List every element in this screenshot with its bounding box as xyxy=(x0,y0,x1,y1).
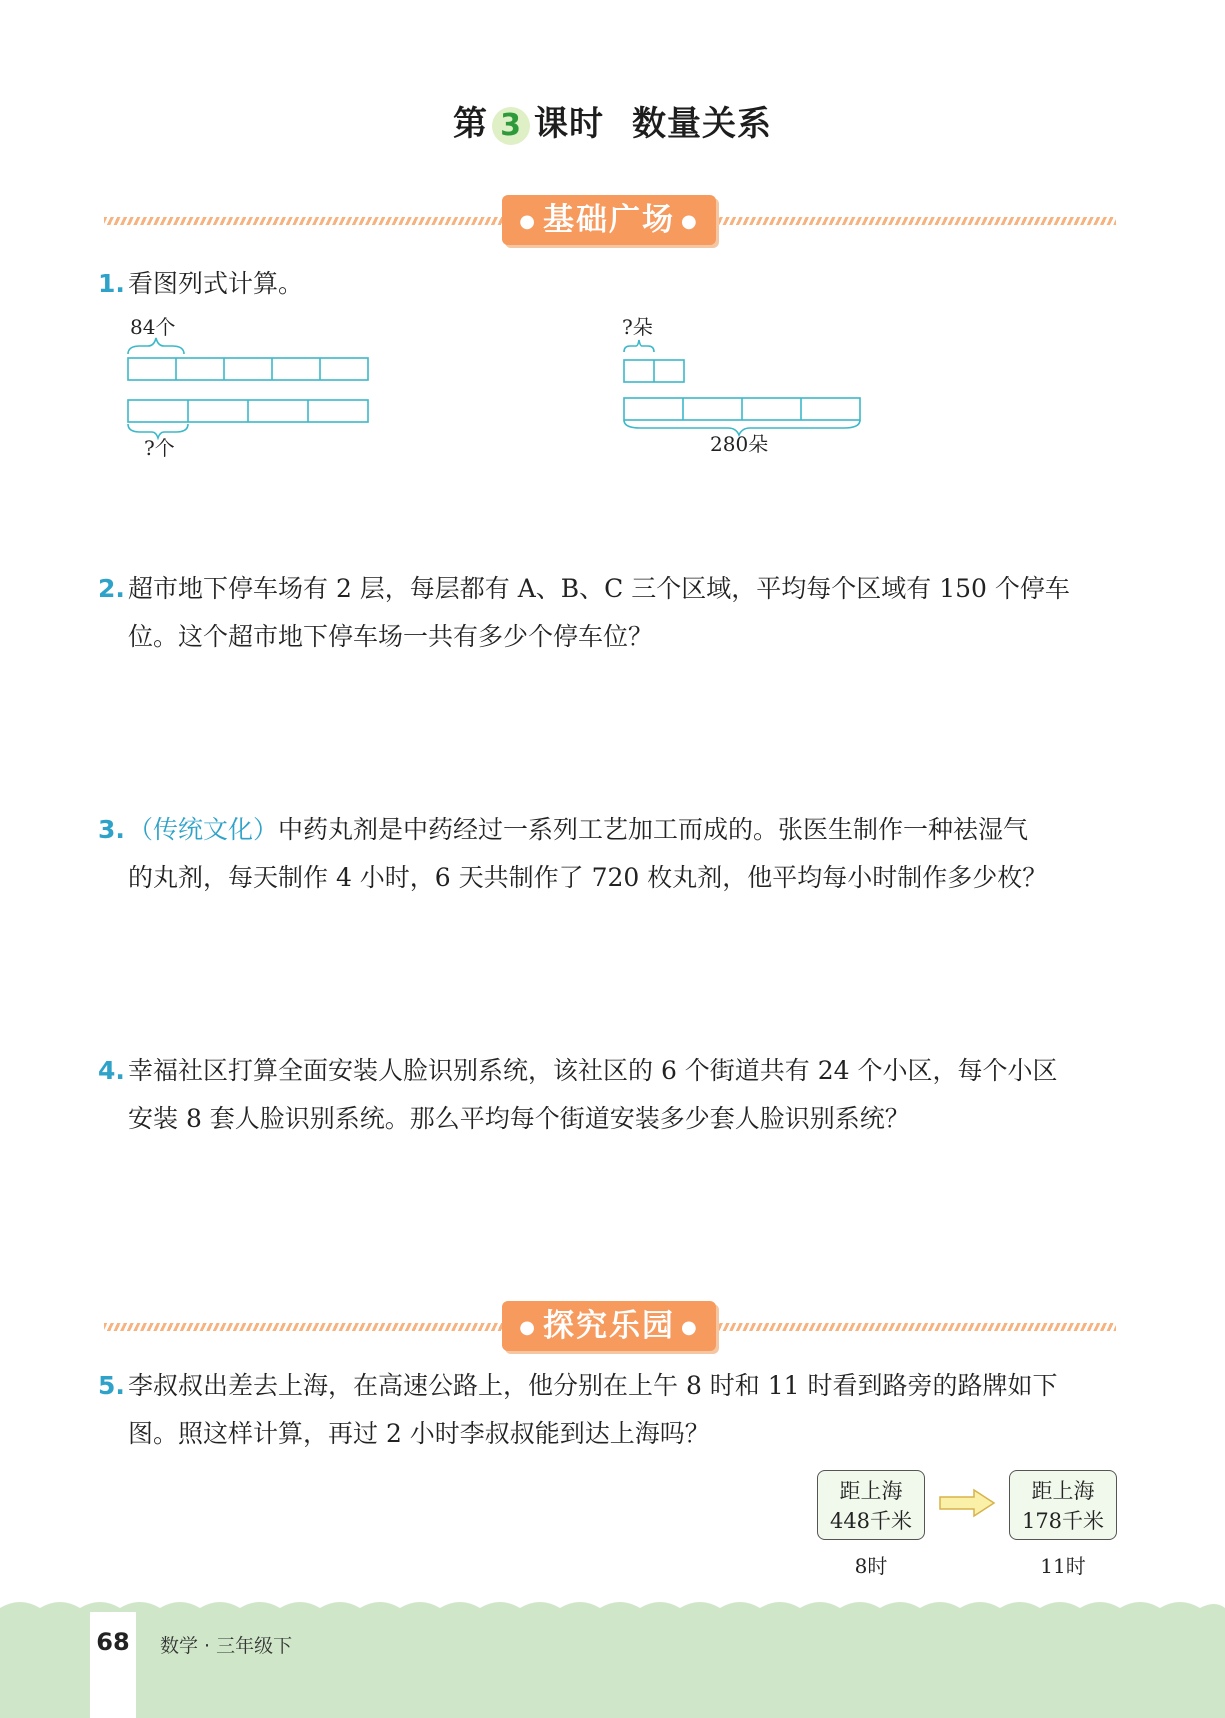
question-number: 5. xyxy=(98,1371,125,1400)
question-4 xyxy=(98,1047,1126,1143)
sign-line2: 178千米 xyxy=(1021,1509,1105,1533)
question-number: 4. xyxy=(98,1056,125,1085)
segment-diagram-right xyxy=(618,312,868,466)
question-2 xyxy=(98,565,1126,661)
book-title: 数学 · 三年级下 xyxy=(160,1635,293,1657)
question-text-line1: 中药丸剂是中药经过一系列工艺加工而成的。张医生制作一种祛湿气 xyxy=(278,815,1029,844)
road-sign-8am xyxy=(817,1470,925,1540)
lesson-number-badge: 3 xyxy=(492,107,530,145)
question-number: 2. xyxy=(98,574,125,603)
question-text-line2: 图。照这样计算，再过 2 小时李叔叔能到达上海吗？ xyxy=(128,1419,710,1448)
title-suffix: 课时 xyxy=(534,104,604,144)
top-brace xyxy=(128,338,184,354)
question-text-line2: 安装 8 套人脸识别系统。那么平均每个街道安装多少套人脸识别系统？ xyxy=(128,1104,910,1133)
diagram-right-top-label: ?朵 xyxy=(622,315,653,339)
page-title xyxy=(0,96,1225,145)
diagram-left-top-label: 84个 xyxy=(130,315,176,339)
section-banner-explore xyxy=(104,1301,1116,1355)
page-number: 68 xyxy=(96,1628,130,1656)
question-5 xyxy=(98,1362,1126,1458)
section-title: 探究乐园 xyxy=(543,1308,675,1344)
diagram-right-bottom-label: 280朵 xyxy=(710,432,769,456)
section-tag: ● 探究乐园 ● xyxy=(502,1301,716,1351)
question-text-line2: 的丸剂，每天制作 4 小时，6 天共制作了 720 枚丸剂，他平均每小时制作多少枚？ xyxy=(128,863,1048,892)
question-text-line1: 李叔叔出差去上海，在高速公路上，他分别在上午 8 时和 11 时看到路旁的路牌如下 xyxy=(128,1371,1058,1400)
title-topic: 数量关系 xyxy=(632,104,772,144)
question-1 xyxy=(98,260,1126,308)
arrow-right-icon xyxy=(938,1488,996,1522)
question-3 xyxy=(98,806,1126,902)
traditional-culture-tag: （传统文化） xyxy=(128,815,279,844)
question-text-line1: 幸福社区打算全面安装人脸识别系统，该社区的 6 个街道共有 24 个小区，每个小区 xyxy=(128,1056,1058,1085)
page-footer xyxy=(0,1596,1225,1718)
section-banner-basic xyxy=(104,195,1116,249)
sign-line1: 距上海 xyxy=(1031,1479,1095,1503)
road-sign-11am xyxy=(1009,1470,1117,1540)
diagram-left-bottom-label: ?个 xyxy=(144,436,175,460)
section-title: 基础广场 xyxy=(543,202,675,238)
question-text-line1: 超市地下停车场有 2 层，每层都有 A、B、C 三个区域，平均每个区域有 150 个停车 xyxy=(128,574,1070,603)
sign-line1: 距上海 xyxy=(839,1479,903,1503)
question-text: 看图列式计算。 xyxy=(128,269,304,298)
sign-line2: 448千米 xyxy=(829,1509,913,1533)
question-text-line2: 位。这个超市地下停车场一共有多少个停车位？ xyxy=(128,622,654,651)
question-number: 1. xyxy=(98,269,125,298)
section-tag: ● 基础广场 ● xyxy=(502,195,716,245)
segment-diagram-left xyxy=(118,310,378,464)
top-brace xyxy=(624,340,654,352)
sign-time-label: 11时 xyxy=(1040,1554,1086,1578)
bar-top xyxy=(128,358,368,380)
title-prefix: 第 xyxy=(453,104,488,144)
question-number: 3. xyxy=(98,815,125,844)
sign-time-label: 8时 xyxy=(854,1554,888,1578)
